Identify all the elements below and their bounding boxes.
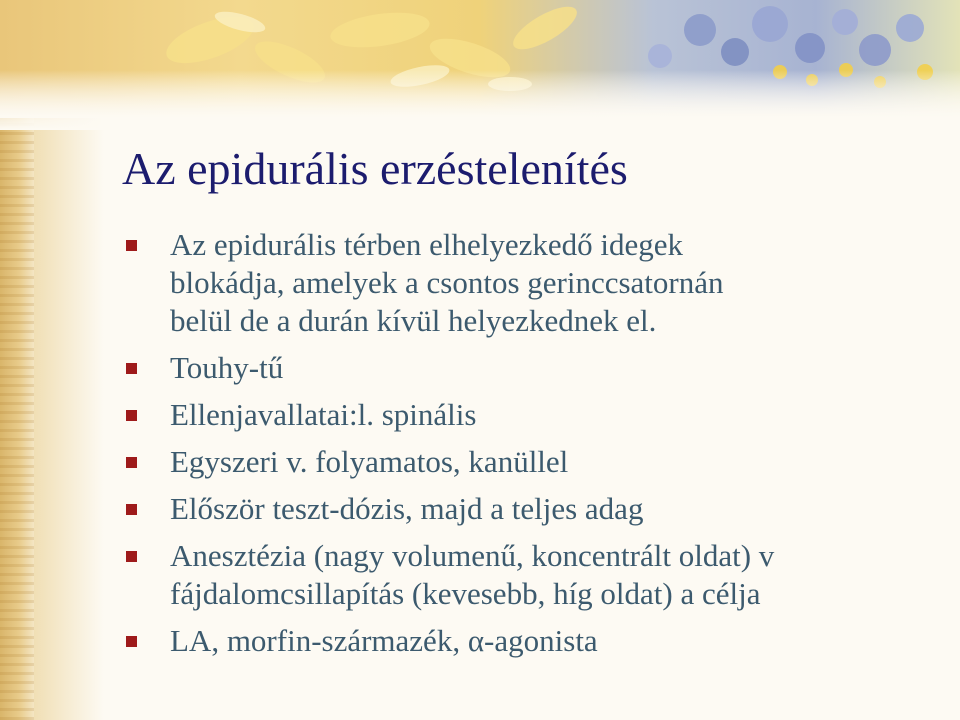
square-bullet-icon	[126, 551, 137, 562]
bullet-item	[126, 490, 926, 528]
bullet-text-line: Először teszt-dózis, majd a teljes adag	[170, 491, 644, 526]
slide-title: Az epidurális erzéstelenítés	[122, 143, 628, 194]
bullet-text-line: Touhy-tű	[170, 350, 284, 385]
bullet-text-line: fájdalomcsillapítás (kevesebb, híg oldat) a célja	[170, 576, 761, 611]
bullet-text-line: LA, morfin-származék, α-agonista	[170, 623, 598, 658]
bullet-item	[126, 226, 926, 340]
bullet-list	[126, 226, 926, 660]
banner-fade	[0, 70, 960, 130]
square-bullet-icon	[126, 363, 137, 374]
bullet-text-line: Egyszeri v. folyamatos, kanüllel	[170, 444, 569, 479]
bullet-text-line: blokádja, amelyek a csontos gerinccsatornán	[170, 265, 724, 300]
bullet-item	[126, 443, 926, 481]
bullet-text-line: belül de a durán kívül helyezkednek el.	[170, 303, 657, 338]
bullet-item	[126, 622, 926, 660]
bullet-item	[126, 537, 926, 613]
bullet-item	[126, 349, 926, 387]
bullet-text-line: Az epidurális térben elhelyezkedő idegek	[170, 227, 683, 262]
square-bullet-icon	[126, 504, 137, 515]
bullet-item	[126, 396, 926, 434]
bullet-text-line: Ellenjavallatai:l. spinális	[170, 397, 477, 432]
square-bullet-icon	[126, 457, 137, 468]
bullet-text-line: Anesztézia (nagy volumenű, koncentrált oldat) v	[170, 538, 775, 573]
square-bullet-icon	[126, 636, 137, 647]
square-bullet-icon	[126, 240, 137, 251]
square-bullet-icon	[126, 410, 137, 421]
